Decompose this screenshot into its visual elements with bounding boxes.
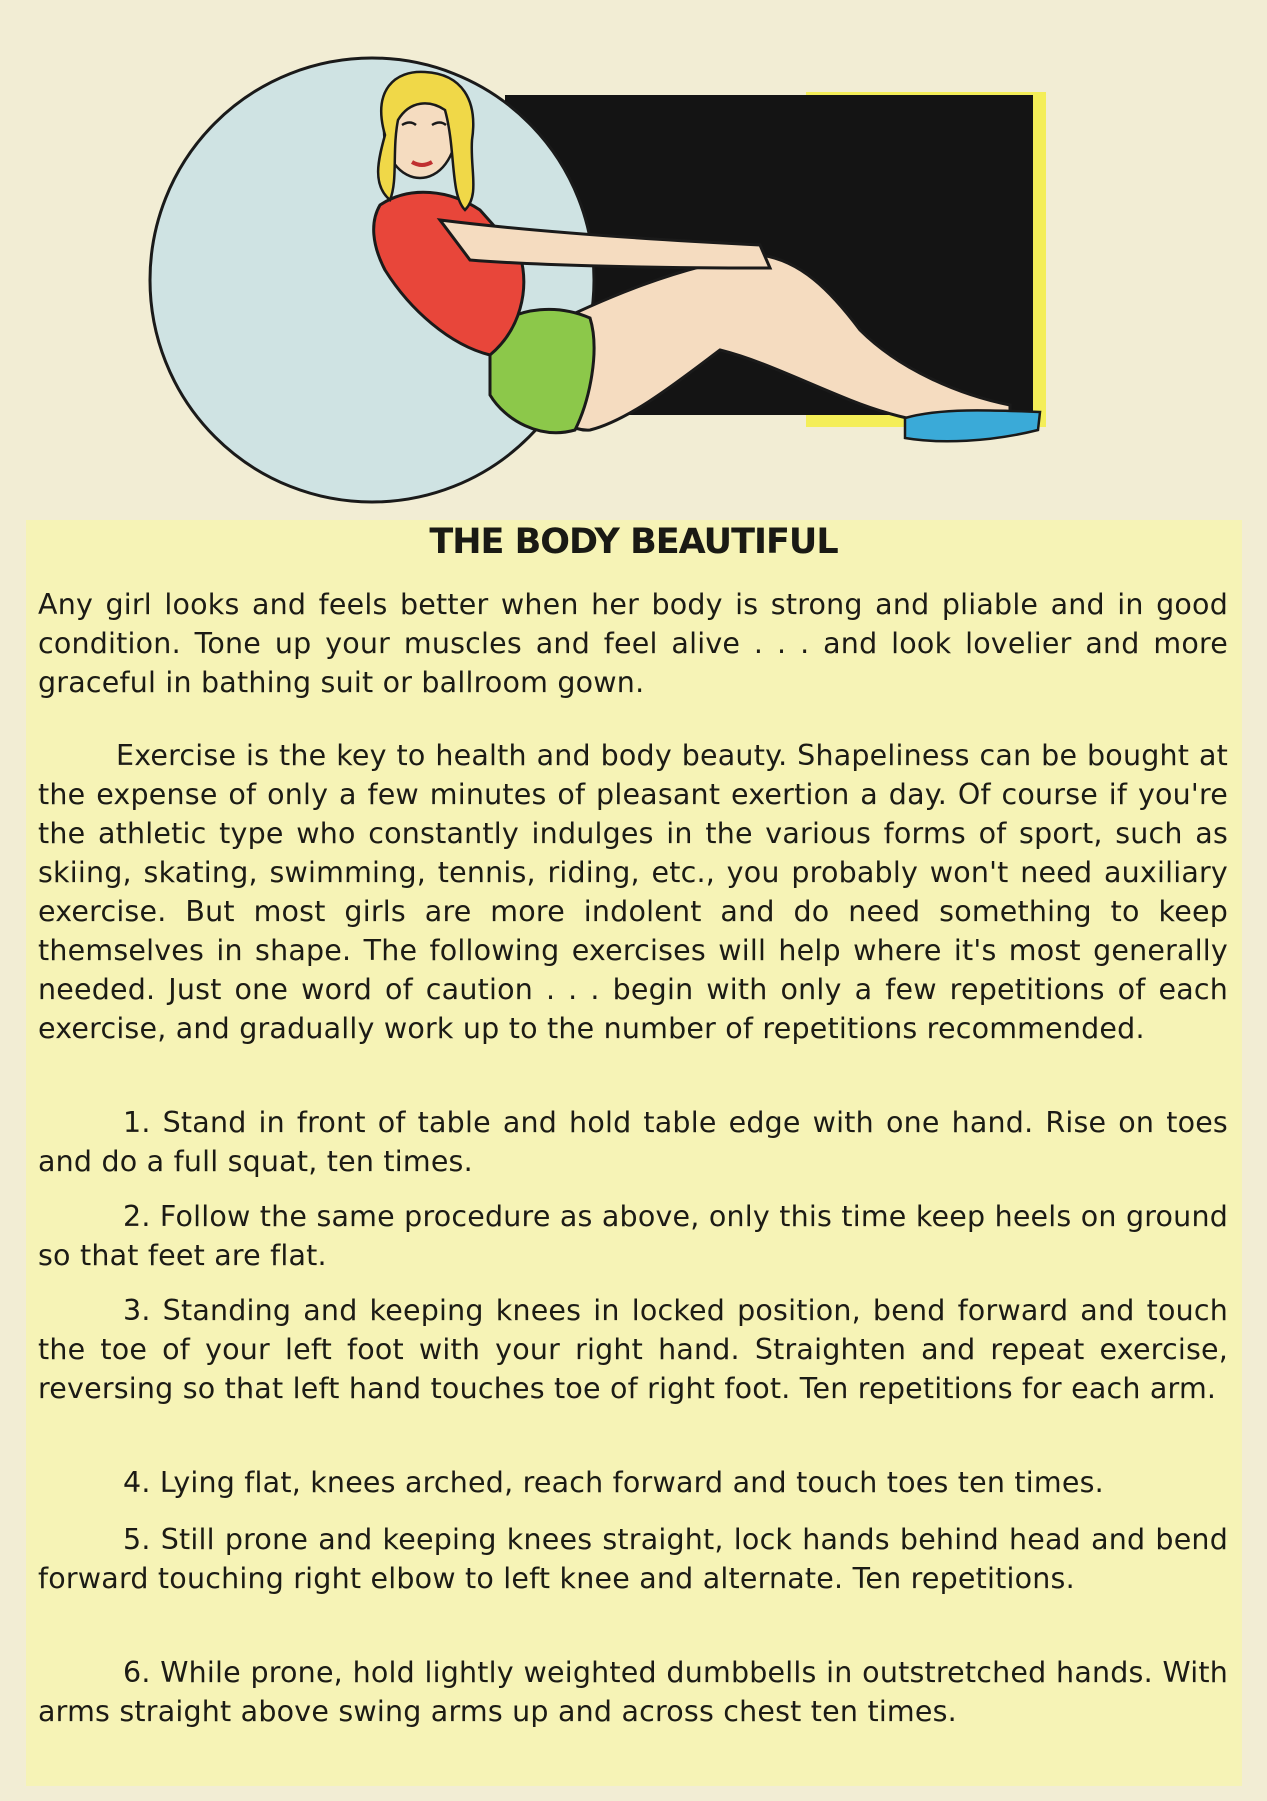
exercise-item-3: 3. Standing and keeping knees in locked position, bend forward and touch the toe of your left foot with your right hand. Straighten and repeat exercise, reversing so that left hand touches toe of right foot. Ten repetitions for each arm. bbox=[38, 1294, 1228, 1405]
exercise-illustration bbox=[0, 0, 1267, 520]
exercise-item-6: 6. While prone, hold lightly weighted dumbbells in outstretched hands. With arms straight above swing arms up and across chest ten times. bbox=[38, 1656, 1228, 1728]
exercise-item-1: 1. Stand in front of table and hold table edge with one hand. Rise on toes and do a full squat, ten times. bbox=[38, 1106, 1228, 1178]
body-paragraph: Exercise is the key to health and body beauty. Shapeliness can be bought at the expense of only a few minutes of pleasant exertion a day. Of course if you're the athletic type who constantly indulges in the various forms of sport, such as skiing, skating, swimming, tennis, riding, etc., you probably won't need auxiliary exercise. But most girls are more indolent and do need something to keep themselves in shape. The following exercises will help where it's most generally needed. Just one word of caution . . . begin with only a few repetitions of each exercise, and gradually work up to the number of repetitions recommended. bbox=[38, 739, 1228, 1045]
article-title: THE BODY BEAUTIFUL bbox=[429, 522, 838, 562]
shoe bbox=[905, 410, 1040, 441]
backdrop-circle bbox=[150, 58, 594, 502]
exercise-item-2: 2. Follow the same procedure as above, only this time keep heels on ground so that feet are flat. bbox=[38, 1200, 1228, 1272]
exercise-item-5: 5. Still prone and keeping knees straight, lock hands behind head and bend forward touching right elbow to left knee and alternate. Ten repetitions. bbox=[38, 1523, 1228, 1595]
intro-paragraph: Any girl looks and feels better when her body is strong and pliable and in good condition. Tone up your muscles and feel alive . . . and look lovelier and more graceful in bathing suit or ballroom gown. bbox=[38, 588, 1228, 699]
exercise-item-4: 4. Lying flat, knees arched, reach forward and touch toes ten times. bbox=[123, 1466, 1104, 1499]
